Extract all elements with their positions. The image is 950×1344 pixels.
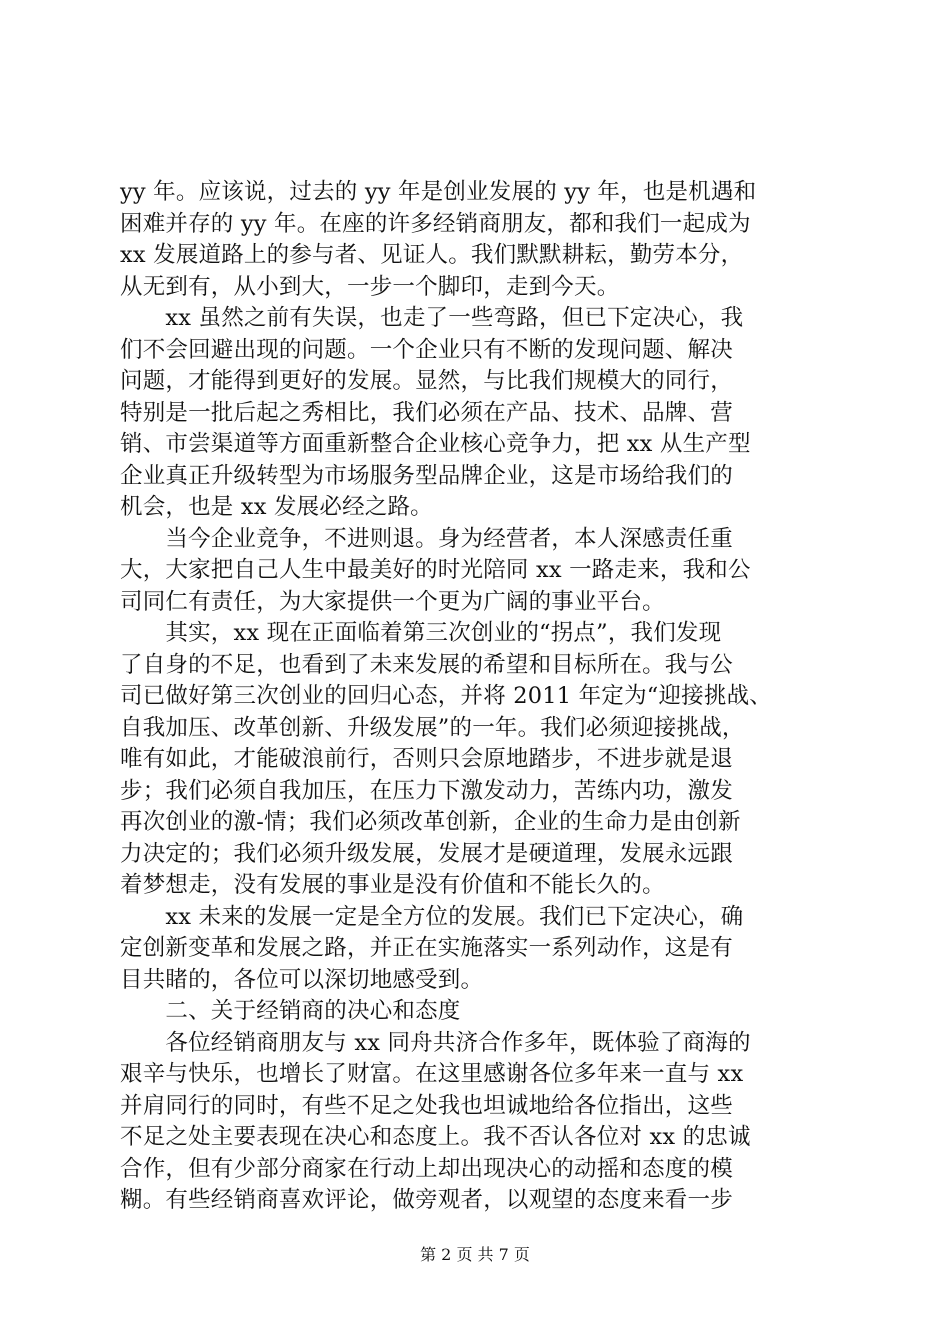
- text-line: 不足之处主要表现在决心和态度上。我不否认各位对 xx 的忠诚: [120, 1124, 751, 1150]
- page-number-label: 第 2 页 共 7 页: [420, 1245, 530, 1264]
- text-line: 机会，也是 xx 发展必经之路。: [120, 494, 433, 520]
- text-line: 再次创业的激-情；我们必须改革创新，企业的生命力是由创新: [120, 809, 741, 835]
- text-line: 了自身的不足，也看到了未来发展的希望和目标所在。我与公: [120, 651, 733, 678]
- text-line: 力决定的；我们必须升级发展，发展才是硬道理，发展永远跟: [120, 840, 733, 867]
- text-line: 其实，xx 现在正面临着第三次创业的“拐点”，我们发现: [120, 620, 722, 646]
- text-line: 步；我们必须自我加压，在压力下激发动力，苦练内功，激发: [120, 777, 733, 804]
- text-line: xx 虽然之前有失误，也走了一些弯路，但已下定决心，我: [120, 305, 744, 331]
- text-line: 司同仁有责任，为大家提供一个更为广阔的事业平台。: [120, 588, 665, 615]
- text-line: 销、市尝渠道等方面重新整合企业核心竞争力，把 xx 从生产型: [120, 431, 751, 457]
- text-line: 着梦想走，没有发展的事业是没有价值和不能长久的。: [120, 872, 665, 898]
- text-line: 目共睹的，各位可以深切地感受到。: [120, 966, 484, 993]
- text-line: 从无到有，从小到大，一步一个脚印，走到今天。: [120, 273, 620, 300]
- text-line: 自我加压、改革创新、升级发展”的一年。我们必须迎接挑战，: [120, 714, 745, 741]
- text-line: 困难并存的 yy 年。在座的许多经销商朋友，都和我们一起成为: [120, 210, 751, 237]
- text-line: xx 未来的发展一定是全方位的发展。我们已下定决心，确: [120, 903, 744, 930]
- section-heading: 二、关于经销商的决心和态度: [120, 998, 461, 1024]
- text-line: 企业真正升级转型为市场服务型品牌企业，这是市场给我们的: [120, 462, 733, 489]
- text-line: 并肩同行的同时，有些不足之处我也坦诚地给各位指出，这些: [120, 1092, 733, 1119]
- text-line: 糊。有些经销商喜欢评论，做旁观者，以观望的态度来看一步: [120, 1187, 733, 1213]
- text-line: 艰辛与快乐，也增长了财富。在这里感谢各位多年来一直与 xx: [120, 1061, 744, 1087]
- text-line: 定创新变革和发展之路，并正在实施落实一系列动作，这是有: [120, 935, 733, 961]
- text-line: 司已做好第三次创业的回归心态，并将 2011 年定为“迎接挑战、: [120, 683, 772, 709]
- text-line: xx 发展道路上的参与者、见证人。我们默默耕耘，勤劳本分，: [120, 242, 744, 268]
- text-line: 们不会回避出现的问题。一个企业只有不断的发现问题、解决: [120, 336, 733, 363]
- text-line: 特别是一批后起之秀相比，我们必须在产品、技术、品牌、营: [120, 399, 733, 426]
- text-line: yy 年。应该说，过去的 yy 年是创业发展的 yy 年，也是机遇和: [120, 179, 757, 205]
- text-line: 当今企业竞争，不进则退。身为经营者，本人深感责任重: [120, 525, 733, 552]
- text-line: 问题，才能得到更好的发展。显然，与比我们规模大的同行，: [120, 368, 733, 394]
- text-line: 唯有如此，才能破浪前行，否则只会原地踏步，不进步就是退: [120, 746, 733, 772]
- page-footer: [0, 1245, 950, 1265]
- text-line: 合作，但有少部分商家在行动上却出现决心的动摇和态度的模: [120, 1155, 733, 1182]
- body-text: [120, 177, 832, 1217]
- text-line: 各位经销商朋友与 xx 同舟共济合作多年，既体验了商海的: [120, 1029, 751, 1056]
- text-line: 大，大家把自己人生中最美好的时光陪同 xx 一路走来，我和公: [120, 557, 751, 583]
